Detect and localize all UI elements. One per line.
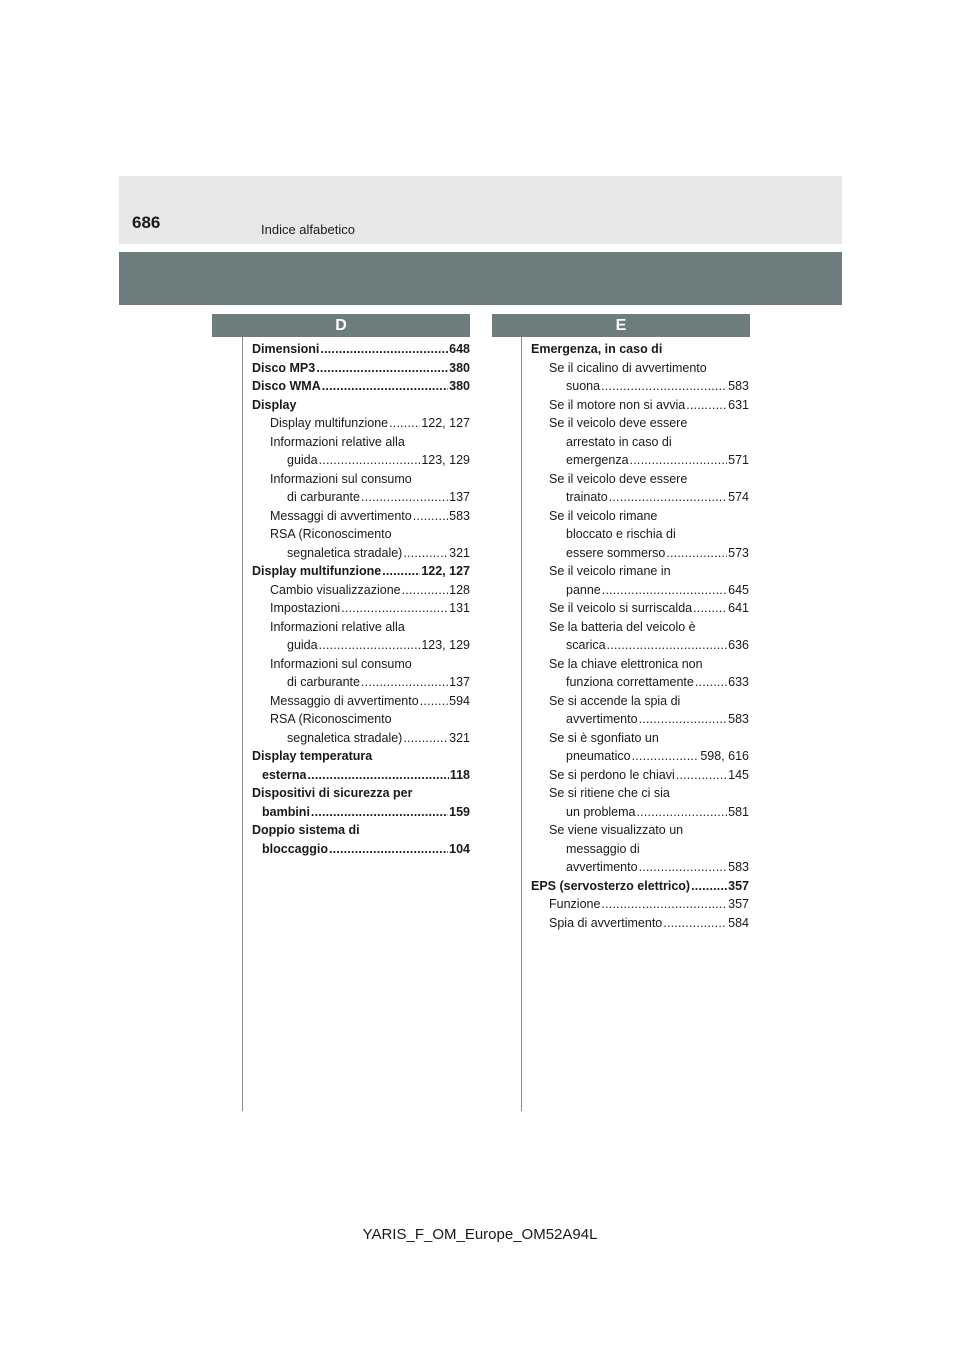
index-entry: Dimensioni ..... 648 xyxy=(252,340,470,359)
column-divider-d xyxy=(242,337,243,1111)
letter-header-e: E xyxy=(492,314,750,337)
index-subentry: Se il cicalino di avvertimento xyxy=(549,360,707,375)
index-subentry: trainato ..... 574 xyxy=(531,488,749,507)
index-subentry: Se la chiave elettronica non xyxy=(549,656,703,671)
header-band xyxy=(119,176,842,244)
index-subentry: funziona correttamente ..... 633 xyxy=(531,673,749,692)
index-entry: Display xyxy=(252,397,297,412)
index-entry: bambini ..... 159 xyxy=(252,803,470,822)
index-subentry: Se si è sgonfiato un xyxy=(549,730,659,745)
column-divider-e xyxy=(521,337,522,1111)
letter-header-d: D xyxy=(212,314,470,337)
index-subentry: panne ..... 645 xyxy=(531,581,749,600)
index-subentry: emergenza ..... 571 xyxy=(531,451,749,470)
index-subentry: Se il veicolo deve essere xyxy=(549,471,688,486)
index-subentry: avvertimento ..... 583 xyxy=(531,858,749,877)
index-column-e xyxy=(531,340,749,932)
index-subentry: RSA (Riconoscimento xyxy=(270,527,392,541)
index-subentry: Se il motore non si avvia ..... 631 xyxy=(531,396,749,415)
index-subentry: bloccato e rischia di xyxy=(566,527,676,541)
index-subentry: pneumatico ..... 598, 616 xyxy=(531,747,749,766)
index-subentry: segnaletica stradale) ..... 321 xyxy=(252,729,470,748)
index-entry: EPS (servosterzo elettrico) ..... 357 xyxy=(531,877,749,896)
index-subentry: Impostazioni ..... 131 xyxy=(252,599,470,618)
index-subentry: Informazioni sul consumo xyxy=(270,656,412,671)
index-entry: Emergenza, in caso di xyxy=(531,342,663,356)
index-subentry: Se il veicolo deve essere xyxy=(549,416,688,430)
index-subentry: Se il veicolo rimane xyxy=(549,508,658,523)
index-subentry: RSA (Riconoscimento xyxy=(270,712,392,726)
index-entry: Display multifunzione ..... 122, 127 xyxy=(252,562,470,581)
index-entry: esterna ..... 118 xyxy=(252,766,470,785)
index-entry: Display temperatura xyxy=(252,749,373,763)
index-subentry: un problema ..... 581 xyxy=(531,803,749,822)
index-entry: Dispositivi di sicurezza per xyxy=(252,786,413,800)
index-subentry: Cambio visualizzazione ..... 128 xyxy=(252,581,470,600)
section-title: Indice alfabetico xyxy=(261,222,355,237)
index-subentry: Se si perdono le chiavi ..... 145 xyxy=(531,766,749,785)
index-entry: Doppio sistema di xyxy=(252,823,360,837)
index-subentry: suona ..... 583 xyxy=(531,377,749,396)
index-subentry: segnaletica stradale) ..... 321 xyxy=(252,544,470,563)
index-entry: bloccaggio ..... 104 xyxy=(252,840,470,859)
index-subentry: Informazioni sul consumo xyxy=(270,471,412,486)
index-subentry: Se il veicolo rimane in xyxy=(549,564,671,578)
chapter-band xyxy=(119,252,842,305)
index-subentry: di carburante ..... 137 xyxy=(252,673,470,692)
index-subentry: Se si ritiene che ci sia xyxy=(549,786,670,800)
index-subentry: guida ..... 123, 129 xyxy=(252,636,470,655)
index-subentry: Se si accende la spia di xyxy=(549,693,681,708)
index-subentry: Messaggi di avvertimento ..... 583 xyxy=(252,507,470,526)
index-subentry: Se la batteria del veicolo è xyxy=(549,619,696,634)
index-subentry: Informazioni relative alla xyxy=(270,434,405,449)
index-subentry: guida ..... 123, 129 xyxy=(252,451,470,470)
index-subentry: di carburante ..... 137 xyxy=(252,488,470,507)
index-entry: Disco MP3 ..... 380 xyxy=(252,359,470,378)
index-subentry: Se il veicolo si surriscalda ..... 641 xyxy=(531,599,749,618)
index-subentry: avvertimento ..... 583 xyxy=(531,710,749,729)
index-subentry: Se viene visualizzato un xyxy=(549,823,684,837)
index-column-d xyxy=(252,340,470,858)
index-subentry: Spia di avvertimento ..... 584 xyxy=(531,914,749,933)
index-subentry: Messaggio di avvertimento ..... 594 xyxy=(252,692,470,711)
page-number: 686 xyxy=(132,213,161,232)
document-code: YARIS_F_OM_Europe_OM52A94L xyxy=(362,1226,598,1243)
index-entry: Disco WMA ..... 380 xyxy=(252,377,470,396)
index-subentry: essere sommerso ..... 573 xyxy=(531,544,749,563)
index-subentry: messaggio di xyxy=(566,841,640,856)
index-subentry: Funzione ..... 357 xyxy=(531,895,749,914)
index-subentry: scarica ..... 636 xyxy=(531,636,749,655)
index-subentry: Display multifunzione ..... 122, 127 xyxy=(252,414,470,433)
index-subentry: arrestato in caso di xyxy=(566,434,672,449)
index-subentry: Informazioni relative alla xyxy=(270,619,405,634)
